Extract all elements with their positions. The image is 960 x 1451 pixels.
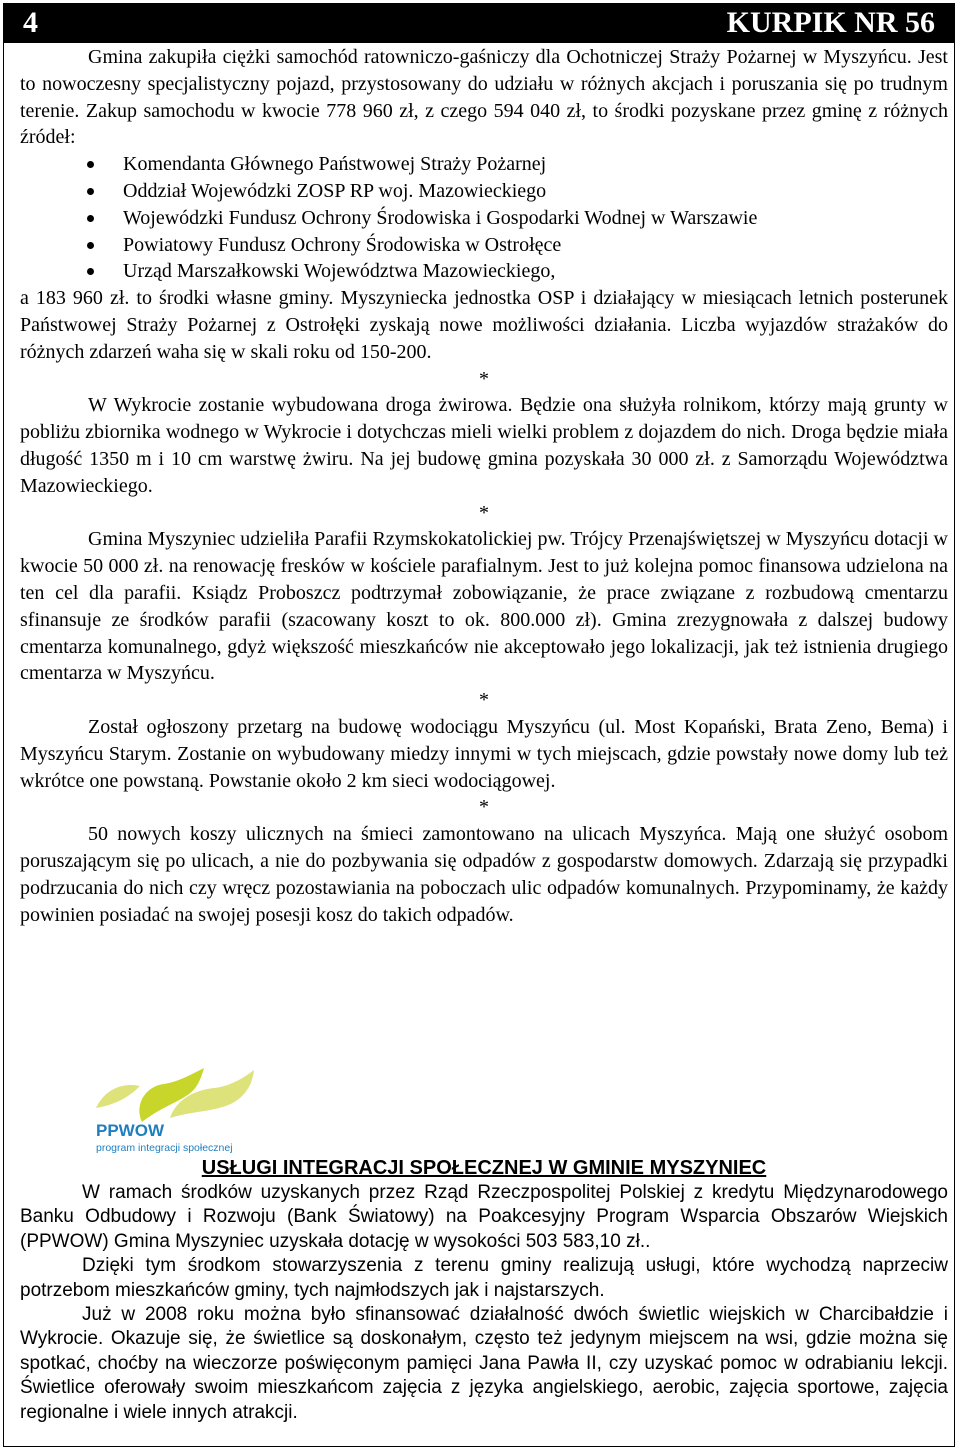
article-gravel-road: W Wykrocie zostanie wybudowana droga żwirowa. Będzie ona służyła rolnikom, którzy mają grunty w pobliżu zbiornika wodnego w Wykrocie i dotychczas mieli wielki problem z dojazdem do nich. Droga będzie miała długość 1350 m i 10 cm warstwę żwiru. Na jej budowę gmina pozyskała 30 000 zł. z Samorządu Województwa Mazowieckiego. — [20, 394, 948, 497]
newsletter-title: KURPIK NR 56 — [726, 6, 935, 39]
separator-star: * — [479, 796, 489, 819]
separator-star: * — [479, 501, 489, 524]
ppwow-logo-graphic — [82, 1060, 278, 1156]
logo-wordmark: PPWOW — [96, 1121, 164, 1140]
section-paragraph: Już w 2008 roku można było sfinansować działalność dwóch świetlic wiejskich w Charcibałdzie i Wykrocie. Okazuje się, że świetlice są doskonałym, często też jedynym miejscem na wsi, gdzie można się spotkać, choćby na wieczorze poświęconym pamięci Jana Pawła II, czy uzyskać pomoc w odrabianiu lekcji. Świetlice oferowały swoim mieszkańcom zajęcia z języka angielskiego, aerobic, zajęcia sportowe, zajęcia regionalne i wiele innych atrakcji. — [20, 1304, 948, 1423]
news-content — [20, 44, 948, 928]
section-title: USŁUGI INTEGRACJI SPOŁECZNEJ W GMINIE MYSZYNIEC — [201, 1157, 767, 1179]
list-item: Urząd Marszałkowski Województwa Mazowieckiego, — [20, 258, 948, 285]
page-header — [3, 3, 955, 43]
article-trash-bins: 50 nowych koszy ulicznych na śmieci zamontowano na ulicach Myszyńca. Mają one służyć osobom poruszającym się po ulicach, a nie do pozbywania się odpadów z gospodarstw domowych. Zdarzają się przypadki podrzucania do nich czy wręcz pozostawiania na poboczach ulic odpadów komunalnych. Przypominamy, że każdy powinien posiadać na swojej posesji kosz do takich odpadów. — [20, 823, 948, 926]
section-paragraph: Dzięki tym środkom stowarzyszenia z terenu gminy realizują usługi, które wychodzą naprzeciw potrzebom mieszkańców gminy, tych najmłodszych jak i najstarszych. — [20, 1255, 948, 1301]
section-paragraph: W ramach środków uzyskanych przez Rząd Rzeczpospolitej Polskiej z kredytu Międzynarodowego Banku Odbudowy i Rozwoju (Bank Światowy) na Poakcesyjny Program Wsparcia Obszarów Wiejskich (PPWOW) Gmina Myszyniec uzyskała dotację w wysokości 503 583,10 zł.. — [20, 1182, 948, 1252]
separator-star: * — [479, 367, 489, 390]
article-parish-grant: Gmina Myszyniec udzieliła Parafii Rzymskokatolickiej pw. Trójcy Przenajświętszej w Myszyńcu dotacji w kwocie 50 000 zł. na renowację fresków w kościele parafialnym. Jest to już kolejna pomoc finansowa udzielona na ten cel dla parafii. Ksiądz Proboszcz podtrzymał zobowiązanie, że prace związane z rozbudową cmentarzu sfinansuje ze środków parafii (szacowany koszt to ok. 800.000 zł). Gmina zrezygnowała z dalszej budowy cmentarza komunalnego, gdyż większość mieszkańców nie akceptowało jego lokalizacji, jak też istnienia drugiego cmentarza w Myszyńcu. — [20, 528, 948, 685]
list-item: Oddział Wojewódzki ZOSP RP woj. Mazowieckiego — [20, 178, 948, 205]
integration-section — [20, 1181, 948, 1425]
list-item: Wojewódzki Fundusz Ochrony Środowiska i Gospodarki Wodnej w Warszawie — [20, 205, 948, 232]
page-number: 4 — [23, 6, 38, 39]
list-item: Komendanta Głównego Państwowej Straży Pożarnej — [20, 151, 948, 178]
article-water-supply: Został ogłoszony przetarg na budowę wodociągu Myszyńcu (ul. Most Kopański, Brata Zeno, Bema) i Myszyńcu Starym. Zostanie on wybudowany miedzy innymi w tych miejscach, gdzie powstały nowe domy lub też wkrótce one powstaną. Powstanie około 2 km sieci wodociągowej. — [20, 715, 948, 792]
separator-star: * — [479, 689, 489, 712]
list-item: Powiatowy Fundusz Ochrony Środowiska w Ostrołęce — [20, 232, 948, 259]
article-fire-truck-intro: Gmina zakupiła ciężki samochód ratowniczo-gaśniczy dla Ochotniczej Straży Pożarnej w Myszyńcu. Jest to nowoczesny specjalistyczny pojazd, przystosowany do udziału w różnych akcjach i poruszania się po trudnym terenie. Zakup samochodu w kwocie 778 960 zł, z czego 594 040 zł, to środki pozyskane przez gminę z różnych źródeł: — [20, 46, 948, 149]
article-fire-truck-outro: a 183 960 zł. to środki własne gminy. Myszyniecka jednostka OSP i działający w miesiącach letnich posterunek Państwowej Straży Pożarnej z Ostrołęki zyskają nowe możliwości działania. Liczba wyjazdów strażaków do różnych zdarzeń waha się w skali roku od 150-200. — [20, 287, 948, 363]
logo-subtitle: program integracji społecznej — [96, 1142, 233, 1154]
funding-sources-list — [20, 151, 948, 285]
ppwow-logo — [82, 1060, 278, 1156]
